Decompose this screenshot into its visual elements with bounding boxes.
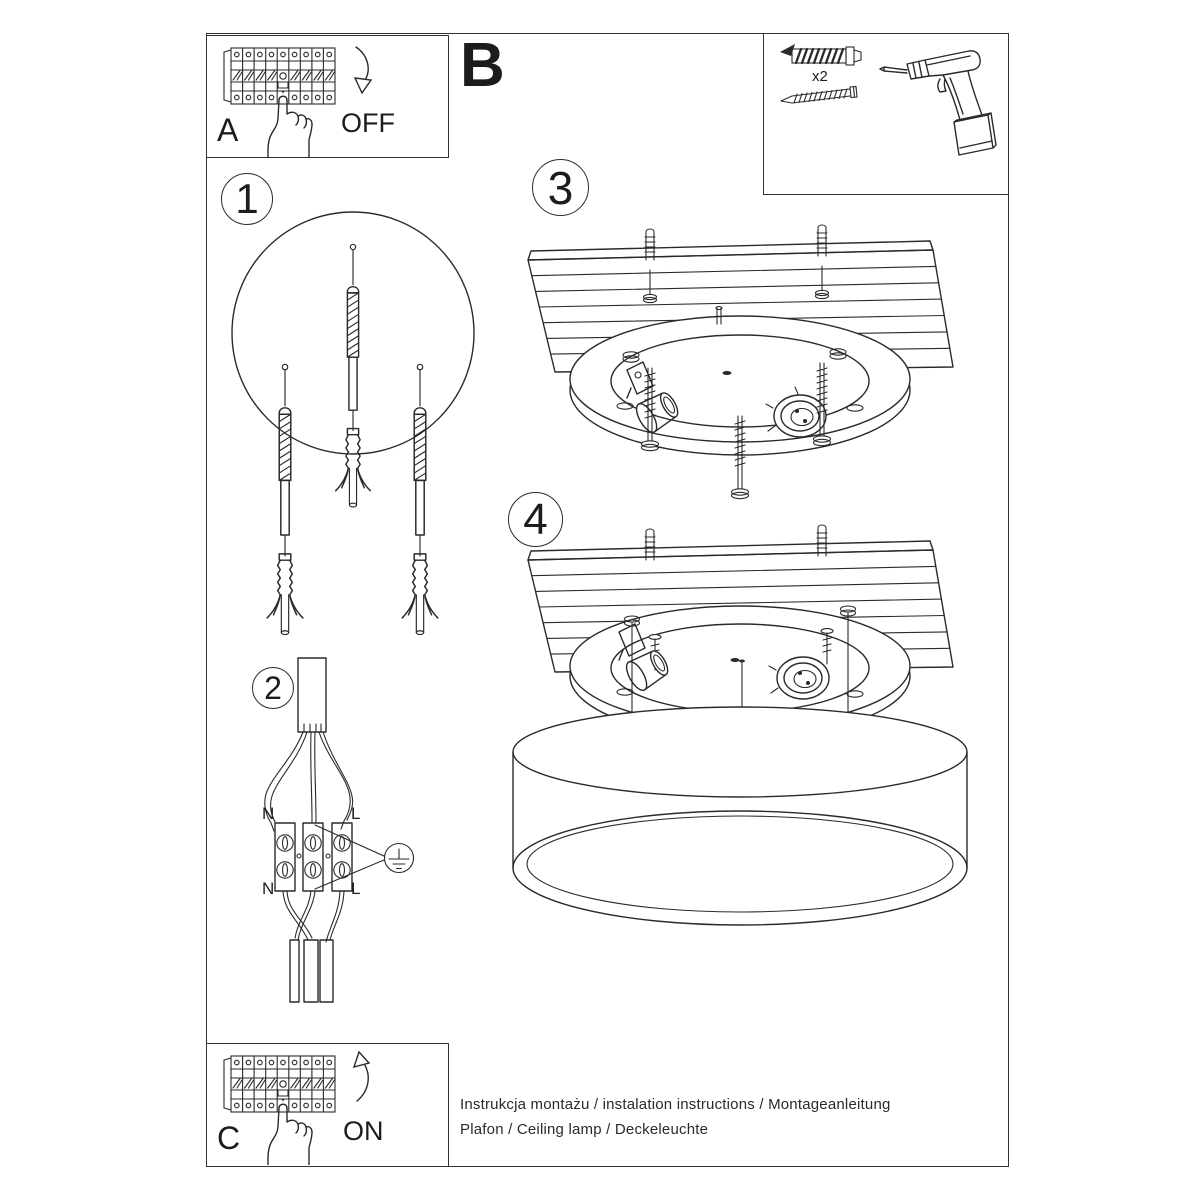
supply-wires	[265, 732, 353, 831]
step-3-badge	[532, 159, 589, 216]
footer-product-line: Plafon / Ceiling lamp / Deckeleuchte	[460, 1121, 709, 1138]
breaker-panel-on-illustration	[207, 1044, 448, 1165]
drill-holes-illustration	[225, 200, 495, 670]
step-c-label: C	[217, 1120, 241, 1156]
on-label: ON	[343, 1116, 384, 1146]
pressed-breaker-switch	[278, 1081, 288, 1102]
breaker-panel-off-illustration	[207, 36, 448, 157]
mount-base-illustration	[505, 220, 985, 512]
step-3-number: 3	[547, 161, 574, 214]
wall-plug-icon	[780, 44, 861, 65]
footer-title-line: Instrukcja montażu / instalation instructions / Montageanleitung	[460, 1096, 891, 1113]
step-a-label: A	[217, 112, 239, 148]
cable-sheath	[298, 658, 326, 732]
terminal-l-top-label: L	[351, 804, 361, 823]
drum-shade	[513, 707, 967, 925]
hand-press-icon	[268, 1104, 312, 1165]
arrow-up-icon	[354, 1052, 369, 1101]
attach-shade-illustration	[505, 520, 985, 985]
quantity-label: x2	[812, 68, 828, 85]
canopy-plate	[570, 290, 910, 455]
terminal-n-top-label: N	[262, 804, 275, 823]
screw-icon	[781, 87, 857, 104]
step-2-number: 2	[264, 669, 282, 706]
tools-illustration	[764, 34, 1008, 194]
tools-panel	[763, 33, 1009, 195]
step-4-number: 4	[523, 494, 548, 544]
pressed-breaker-switch	[278, 73, 288, 94]
wire-sleeve	[320, 940, 333, 1002]
terminal-l-bottom-label: L	[351, 879, 361, 898]
section-b-label: B	[460, 31, 505, 100]
terminal-n-bottom-label: N	[262, 879, 275, 898]
arrow-down-icon	[355, 47, 371, 93]
terminal-block	[275, 823, 352, 891]
step-1-number: 1	[235, 175, 259, 222]
wire-sleeve	[290, 940, 299, 1002]
fixture-wires	[283, 891, 344, 942]
drill-icon	[880, 51, 996, 155]
off-label: OFF	[341, 108, 395, 138]
hand-press-icon	[268, 96, 312, 157]
power-off-panel	[206, 35, 449, 158]
wiring-illustration	[240, 650, 500, 1010]
wire-sleeve	[304, 940, 318, 1002]
power-on-panel	[206, 1043, 449, 1167]
